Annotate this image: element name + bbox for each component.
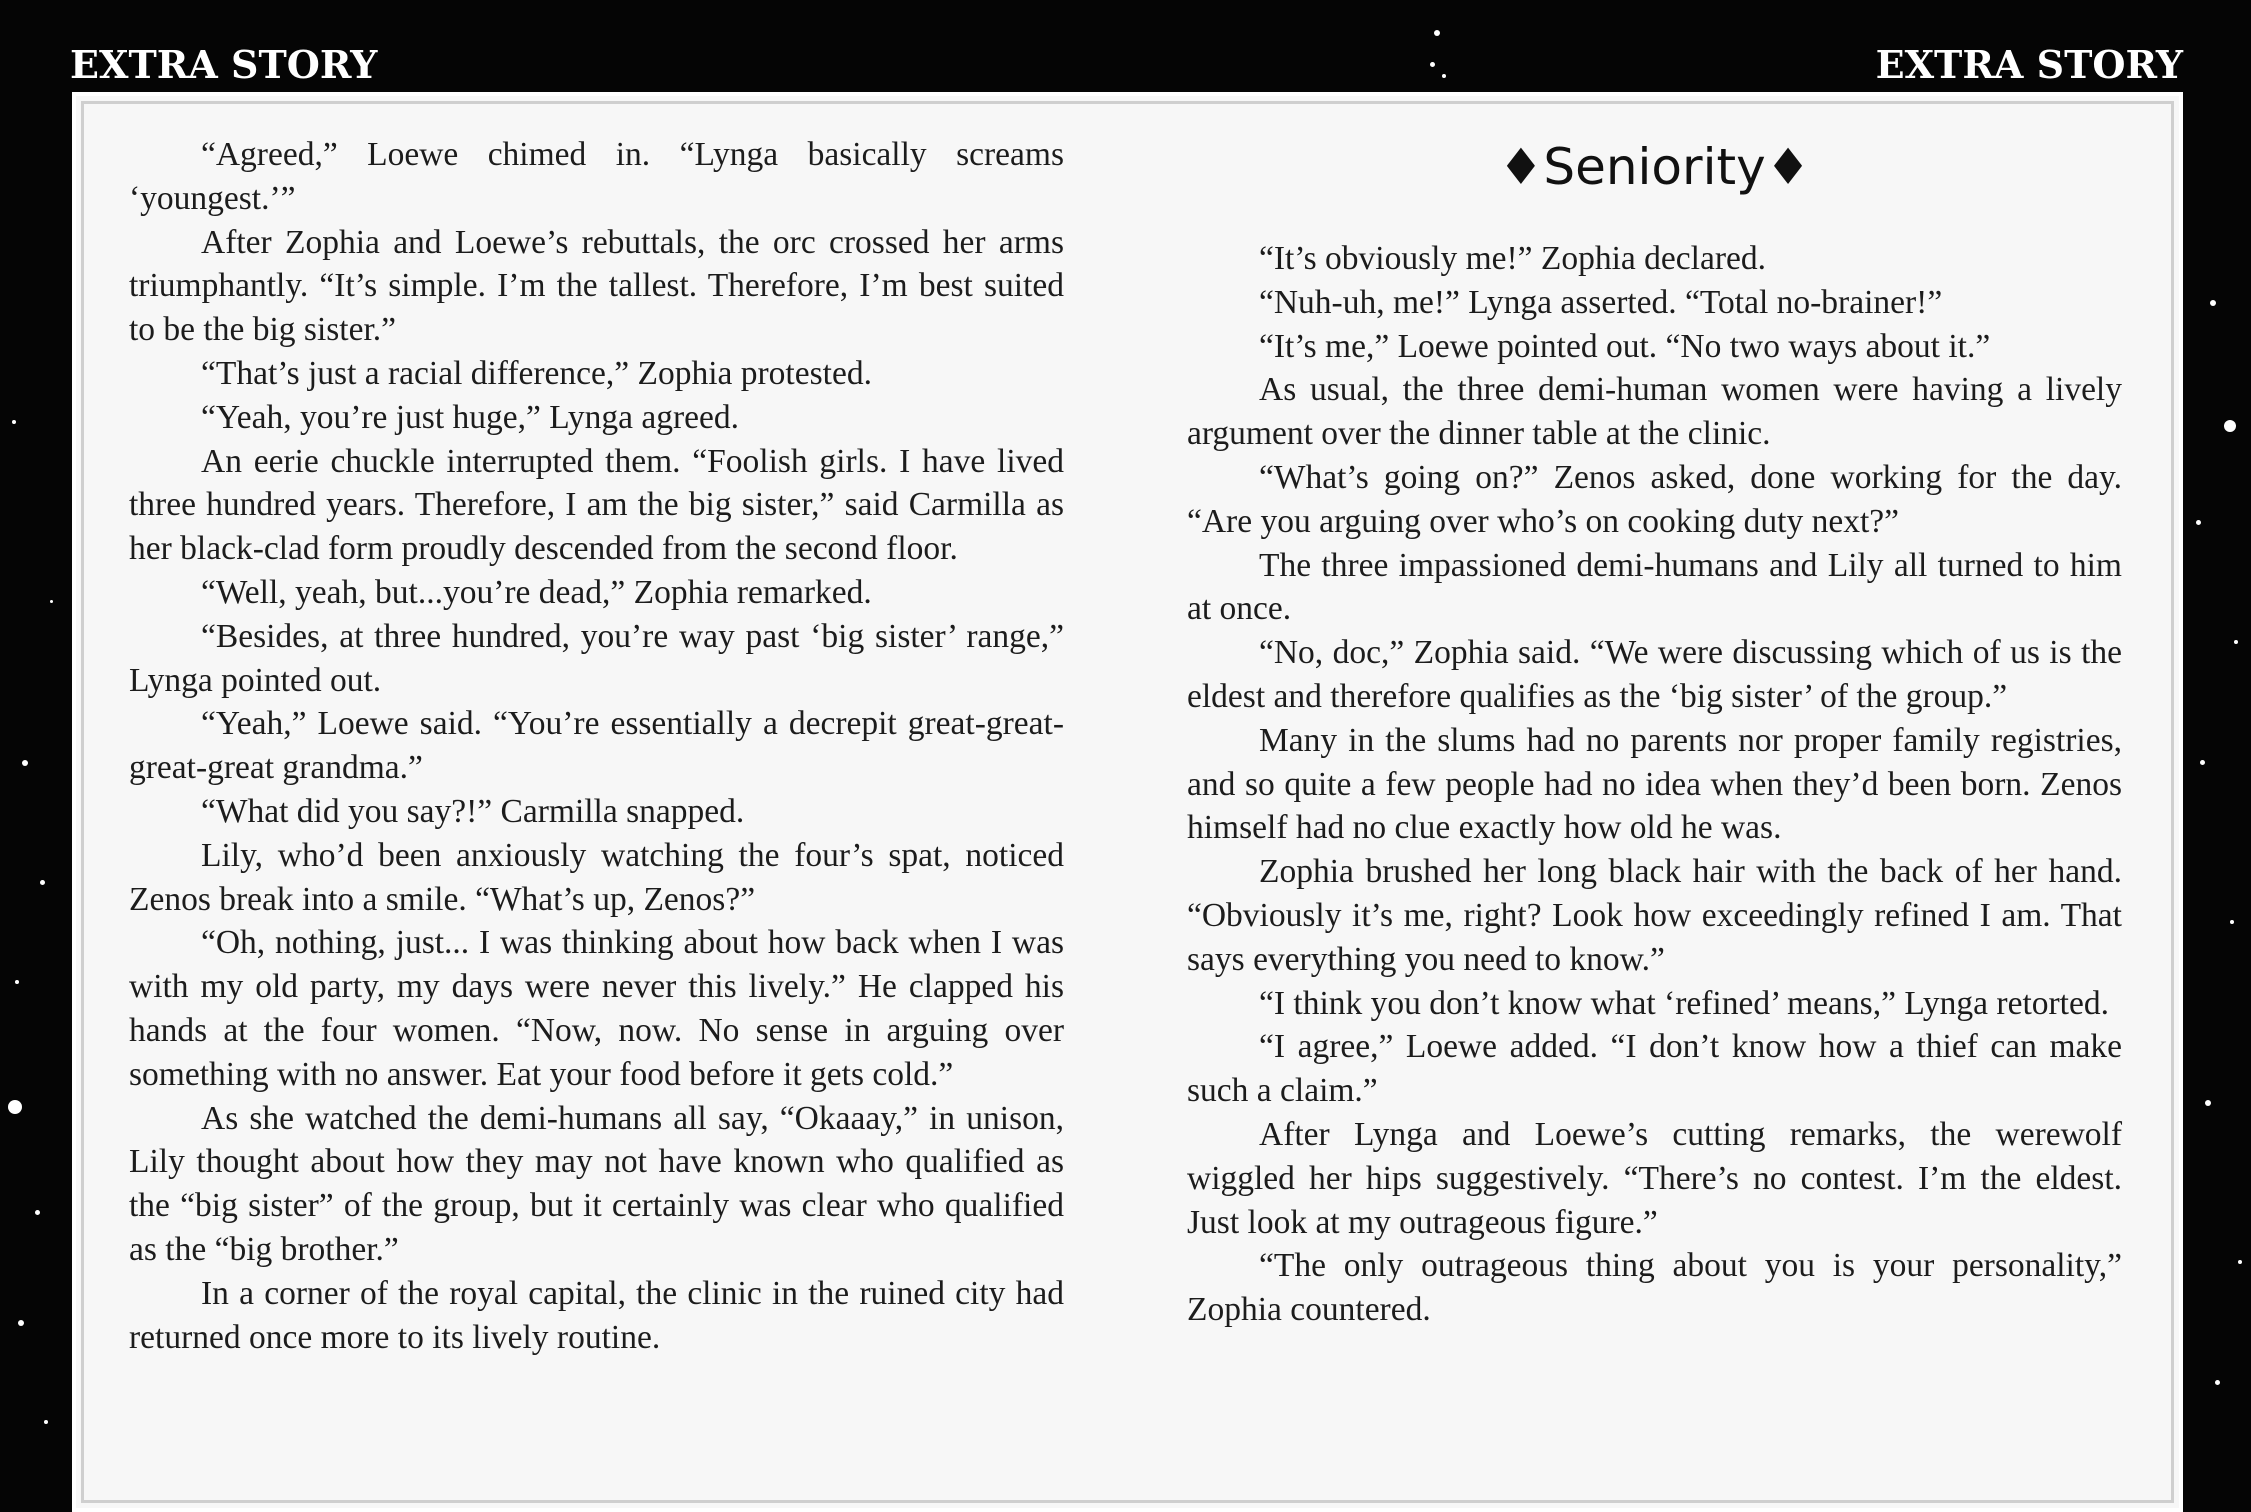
left-page-text <box>129 133 1064 1359</box>
paragraph: The three impassioned demi-humans and Lily all turned to him at once. <box>1187 546 2122 628</box>
paragraph: “It’s me,” Loewe pointed out. “No two ways about it.” <box>1259 327 1991 365</box>
paragraph: “Besides, at three hundred, you’re way past ‘big sister’ range,” Lynga pointed out. <box>129 617 1064 699</box>
paragraph: In a corner of the royal capital, the clinic in the ruined city had returned once more to its lively routine. <box>129 1274 1064 1356</box>
paragraph: “No, doc,” Zophia said. “We were discussing which of us is the eldest and therefore qualifies as the ‘big sister’ of the group.” <box>1187 634 2122 715</box>
paragraph: “Oh, nothing, just... I was thinking about how back when I was with my old party, my days were never this lively.” He clapped his hands at the four women. “Now, now. No sense in arguing over something with no answer. Eat your food before it gets cold.” <box>129 924 1064 1093</box>
paragraph: As she watched the demi-humans all say, “Okaaay,” in unison, Lily thought about how they may not have known who qualified as the “big sister” of the group, but it certainly was clear who qualified as the “big brother.” <box>129 1099 1064 1268</box>
paragraph: “Nuh-uh, me!” Lynga asserted. “Total no-brainer!” <box>1259 283 1943 321</box>
paragraph: After Lynga and Loewe’s cutting remarks, the werewolf wiggled her hips suggestively. “There’s no contest. I’m the eldest. Just look at my outrageous figure.” <box>1187 1115 2122 1241</box>
paragraph: “I think you don’t know what ‘refined’ means,” Lynga retorted. <box>1259 984 2109 1022</box>
paragraph: Many in the slums had no parents nor proper family registries, and so quite a few people had no idea when they’d been born. Zenos himself had no clue exactly how old he was. <box>1187 721 2122 847</box>
paragraph: “What did you say?!” Carmilla snapped. <box>201 792 745 830</box>
paragraph: “That’s just a racial difference,” Zophia protested. <box>201 354 872 392</box>
paragraph: “Yeah, you’re just huge,” Lynga agreed. <box>201 398 740 436</box>
paragraph: An eerie chuckle interrupted them. “Foolish girls. I have lived three hundred years. Therefore, I am the big sister,” said Carmilla as her black-clad form proudly descended from the second floor. <box>129 442 1064 568</box>
header-extra-story-right: EXTRA STORY <box>1875 42 2183 87</box>
paragraph: “What’s going on?” Zenos asked, done working for the day. “Are you arguing over who’s on cooking duty next?” <box>1187 458 2122 540</box>
header-extra-story-left: EXTRA STORY <box>70 42 378 87</box>
story-title: ♦Seniority♦ <box>1498 138 1811 196</box>
paragraph: Zophia brushed her long black hair with the back of her hand. “Obviously it’s me, right? Look how exceedingly refined I am. That says everything you need to know.” <box>1187 853 2122 978</box>
paragraph: “Well, yeah, but...you’re dead,” Zophia remarked. <box>201 573 872 611</box>
paragraph: “The only outrageous thing about you is your personality,” Zophia countered. <box>1187 1247 2122 1329</box>
paragraph: Lily, who’d been anxiously watching the four’s spat, noticed Zenos break into a smile. “What’s up, Zenos?” <box>129 836 1064 918</box>
paragraph: “Yeah,” Loewe said. “You’re essentially a decrepit great-great-great-great grandma.” <box>129 705 1064 787</box>
paragraph: “I agree,” Loewe added. “I don’t know how a thief can make such a claim.” <box>1187 1028 2122 1110</box>
paragraph: After Zophia and Loewe’s rebuttals, the orc crossed her arms triumphantly. “It’s simple. I’m the tallest. Therefore, I’m best suited to be the big sister.” <box>129 223 1064 349</box>
paragraph: As usual, the three demi-human women were having a lively argument over the dinner table at the clinic. <box>1187 371 2122 453</box>
right-page-text <box>1187 237 2122 1332</box>
paragraph: “It’s obviously me!” Zophia declared. <box>1259 240 1766 277</box>
paragraph: “Agreed,” Loewe chimed in. “Lynga basically screams ‘youngest.’” <box>129 136 1064 217</box>
